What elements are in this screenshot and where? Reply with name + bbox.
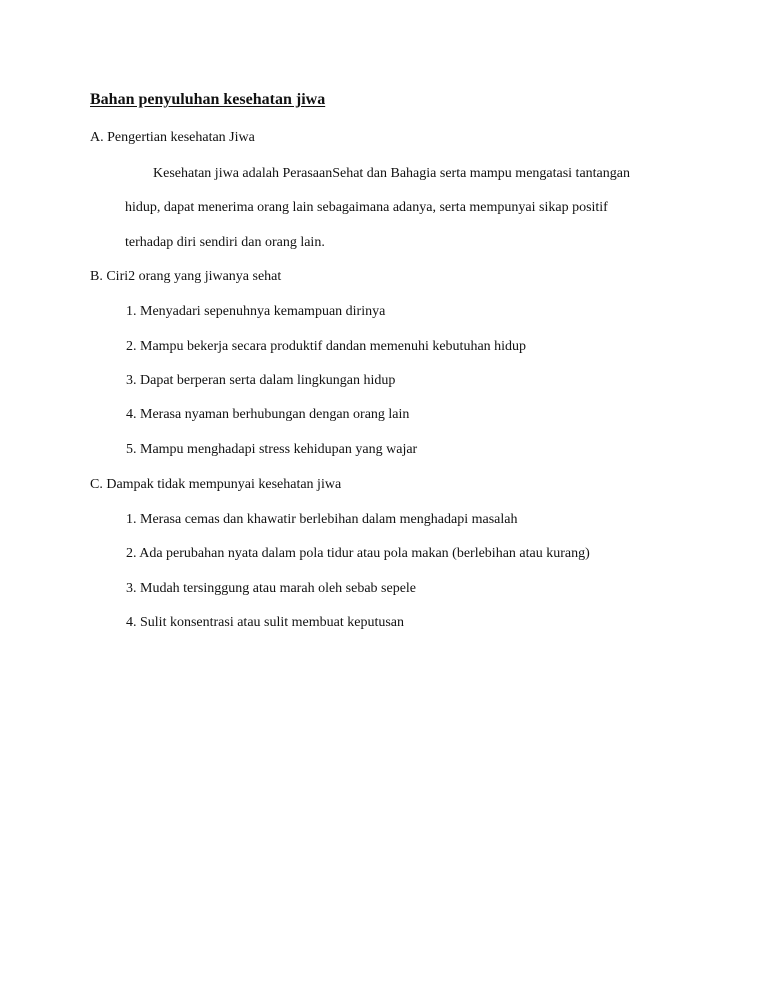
section-a-heading: A. Pengertian kesehatan Jiwa — [90, 130, 255, 145]
section-c-list-item: 3. Mudah tersinggung atau marah oleh sebab sepele — [126, 581, 417, 596]
section-c-list-item: 4. Sulit konsentrasi atau sulit membuat keputusan — [126, 615, 405, 630]
section-a-paragraph-line: Kesehatan jiwa adalah PerasaanSehat dan Bahagia serta mampu mengatasi tantangan — [153, 166, 630, 181]
section-b-heading: B. Ciri2 orang yang jiwanya sehat — [90, 269, 282, 284]
section-b-list-item: 1. Menyadari sepenuhnya kemampuan dirinya — [126, 304, 386, 319]
section-a-paragraph-line: hidup, dapat menerima orang lain sebagaimana adanya, serta mempunyai sikap positif — [125, 200, 608, 215]
section-b-list-item: 3. Dapat berperan serta dalam lingkungan hidup — [126, 373, 396, 388]
section-a-paragraph-line: terhadap diri sendiri dan orang lain. — [125, 235, 325, 250]
section-b-list-item: 5. Mampu menghadapi stress kehidupan yang wajar — [126, 442, 418, 457]
section-c-list-item: 2. Ada perubahan nyata dalam pola tidur atau pola makan (berlebihan atau kurang) — [126, 546, 590, 561]
section-b-list-item: 2. Mampu bekerja secara produktif dandan memenuhi kebutuhan hidup — [126, 339, 527, 354]
document-title: Bahan penyuluhan kesehatan jiwa — [90, 91, 326, 108]
section-c-list-item: 1. Merasa cemas dan khawatir berlebihan dalam menghadapi masalah — [126, 512, 518, 527]
section-b-list-item: 4. Merasa nyaman berhubungan dengan orang lain — [126, 407, 410, 422]
section-c-heading: C. Dampak tidak mempunyai kesehatan jiwa — [90, 477, 342, 492]
